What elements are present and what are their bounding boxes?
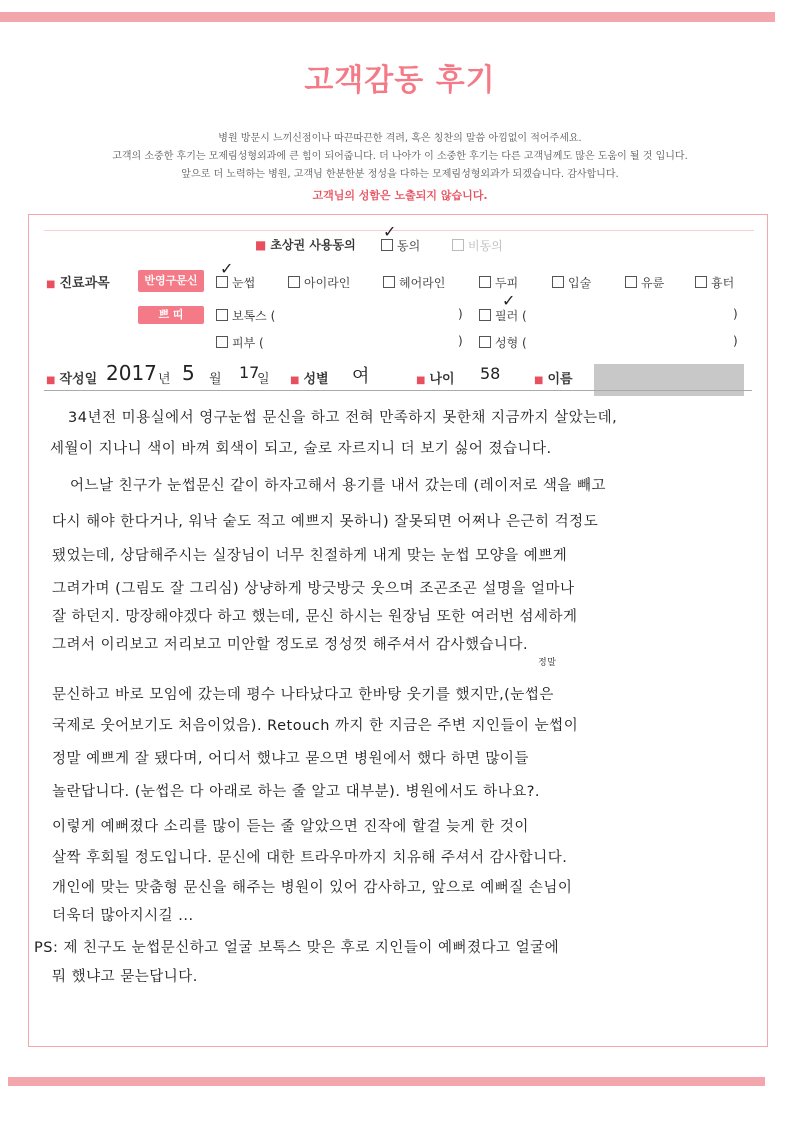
review-line: 정말 예쁘게 잘 됐다며, 어디서 했냐고 묻으면 병원에서 했다 하면 많이들 [52, 751, 529, 767]
option-label: 입술 [568, 276, 592, 290]
review-line: 다시 해야 한다거나, 워낙 숱도 적고 예쁘지 못하니) 잘못되면 어쩌나 은근히 걱정도 [52, 514, 599, 530]
option-label: 헤어라인 [399, 276, 446, 290]
review-line: 살짝 후회될 정도입니다. 문신에 대한 트라우마까지 치유해 주셔서 감사합니다. [52, 850, 568, 866]
month-unit: 월 [209, 372, 222, 387]
review-line: 개인에 맞는 맞춤형 문신을 해주는 병원이 있어 감사하고, 앞으로 예뻐질 손님이 [52, 880, 573, 896]
age-value: 58 [480, 364, 501, 383]
consent-disagree-label: 비동의 [468, 239, 503, 253]
consent-label-text: 초상권 사용동의 [270, 238, 356, 252]
option-label: 성형 ( [495, 336, 527, 350]
review-line: PS: 제 친구도 눈썹문신하고 얼굴 보톡스 맞은 후로 지인들이 예뻐졌다고 얼굴에 [34, 940, 560, 956]
year-unit: 년 [158, 372, 171, 387]
intro-line: 병원 방문시 느끼신점이나 따끈따끈한 격려, 혹은 칭찬의 말씀 아낌없이 적어주세요. [218, 133, 582, 144]
option-label: 흉터 [711, 276, 735, 290]
review-line: 그려서 이리보고 저리보고 미안할 정도로 정성껏 해주셔서 감사했습니다. [52, 637, 529, 653]
semi-permanent-pill: 반영구문신 [138, 270, 204, 292]
close-paren: ) [733, 307, 738, 321]
review-insert-note: 정말 [538, 658, 557, 668]
close-paren: ) [733, 334, 738, 348]
name-label-text: 이름 [547, 372, 573, 387]
review-line: 뭐 했냐고 묻는답니다. [52, 969, 198, 985]
check-mark-icon: ✓ [220, 259, 234, 278]
intro-line: 고객의 소중한 후기는 모제림성형외과에 큰 힘이 되어줍니다. 더 나아가 이 소중한 후기는 다른 고객님께도 많은 도움이 될 것 입니다. [112, 151, 688, 162]
review-line: 어느날 친구가 눈썹문신 같이 하자고해서 용기를 내서 갔는데 (레이저로 색을 빼고 [70, 478, 606, 494]
petit-pill: 쁘 띠 [138, 306, 204, 324]
review-line: 놀란답니다. (눈썹은 다 아래로 하는 줄 알고 대부분). 병원에서도 하나요?. [52, 784, 541, 800]
close-paren: ) [458, 307, 463, 321]
department-label-text: 진료과목 [59, 276, 110, 291]
intro-line: 앞으로 더 노력하는 병원, 고객님 한분한분 정성을 다하는 모제림성형외과가 되겠습니다. 감사합니다. [181, 169, 619, 180]
bullet-icon: ■ [416, 375, 426, 386]
review-line: 세월이 지나니 색이 바껴 회색이 되고, 술로 자르지니 더 보기 싫어 졌습니다. [50, 441, 552, 457]
review-line: 더욱더 많아지시길 ... [52, 908, 194, 924]
check-mark-icon: ✓ [502, 291, 516, 310]
review-line: 이렇게 예뻐졌다 소리를 많이 듣는 줄 알았으면 진작에 할걸 늦게 한 것이 [52, 819, 529, 835]
option-label: 유륜 [641, 276, 665, 290]
review-line: 34년전 미용실에서 영구눈썹 문신을 하고 전혀 만족하지 못한채 지금까지 살았는데, [68, 410, 618, 426]
day-unit: 일 [257, 372, 270, 387]
bullet-icon: ■ [290, 375, 300, 386]
date-label-text: 작성일 [59, 372, 98, 387]
review-line: 됐었는데, 상담해주시는 실장님이 너무 친절하게 내게 맞는 눈썹 모양을 예쁘게 [52, 548, 568, 564]
option-label: 아이라인 [304, 276, 351, 290]
review-line: 그려가며 (그림도 잘 그리심) 상냥하게 방긋방긋 웃으며 조곤조곤 설명을 얼마나 [52, 581, 575, 597]
bullet-icon: ■ [46, 375, 56, 386]
bullet-icon: ■ [255, 238, 267, 252]
day-value: 17 [239, 363, 260, 382]
gender-label-text: 성별 [303, 372, 329, 387]
bullet-icon: ■ [46, 279, 56, 290]
age-label-text: 나이 [429, 372, 455, 387]
consent-agree-label: 동의 [397, 239, 421, 253]
close-paren: ) [458, 334, 463, 348]
month-value: 5 [182, 361, 195, 385]
review-line: 잘 하던지. 망장해야겠다 하고 했는데, 문신 하시는 원장님 또한 여러번 섬세하게 [52, 609, 578, 625]
page-title: 고객감동 후기 [304, 63, 496, 98]
option-label: 보톡스 ( [232, 309, 276, 323]
year-value: 2017 [106, 361, 157, 385]
option-label: 필러 ( [495, 309, 527, 323]
option-label: 두피 [495, 276, 519, 290]
bullet-icon: ■ [534, 375, 544, 386]
bottom-accent-bar [8, 1077, 765, 1086]
check-mark-icon: ✓ [383, 222, 397, 241]
review-line: 문신하고 바로 모임에 갔는데 평수 나타났다고 한바탕 웃기를 했지만,(눈썹은 [52, 687, 554, 703]
review-line: 국제로 웃어보기도 처음이었음). Retouch 까지 한 지금은 주변 지인들이 눈썹이 [52, 718, 579, 734]
option-label: 눈썹 [232, 276, 256, 290]
option-label: 피부 ( [232, 336, 264, 350]
gender-value: 여 [352, 366, 370, 387]
privacy-notice: 고객님의 성함은 노출되지 않습니다. [312, 189, 488, 202]
